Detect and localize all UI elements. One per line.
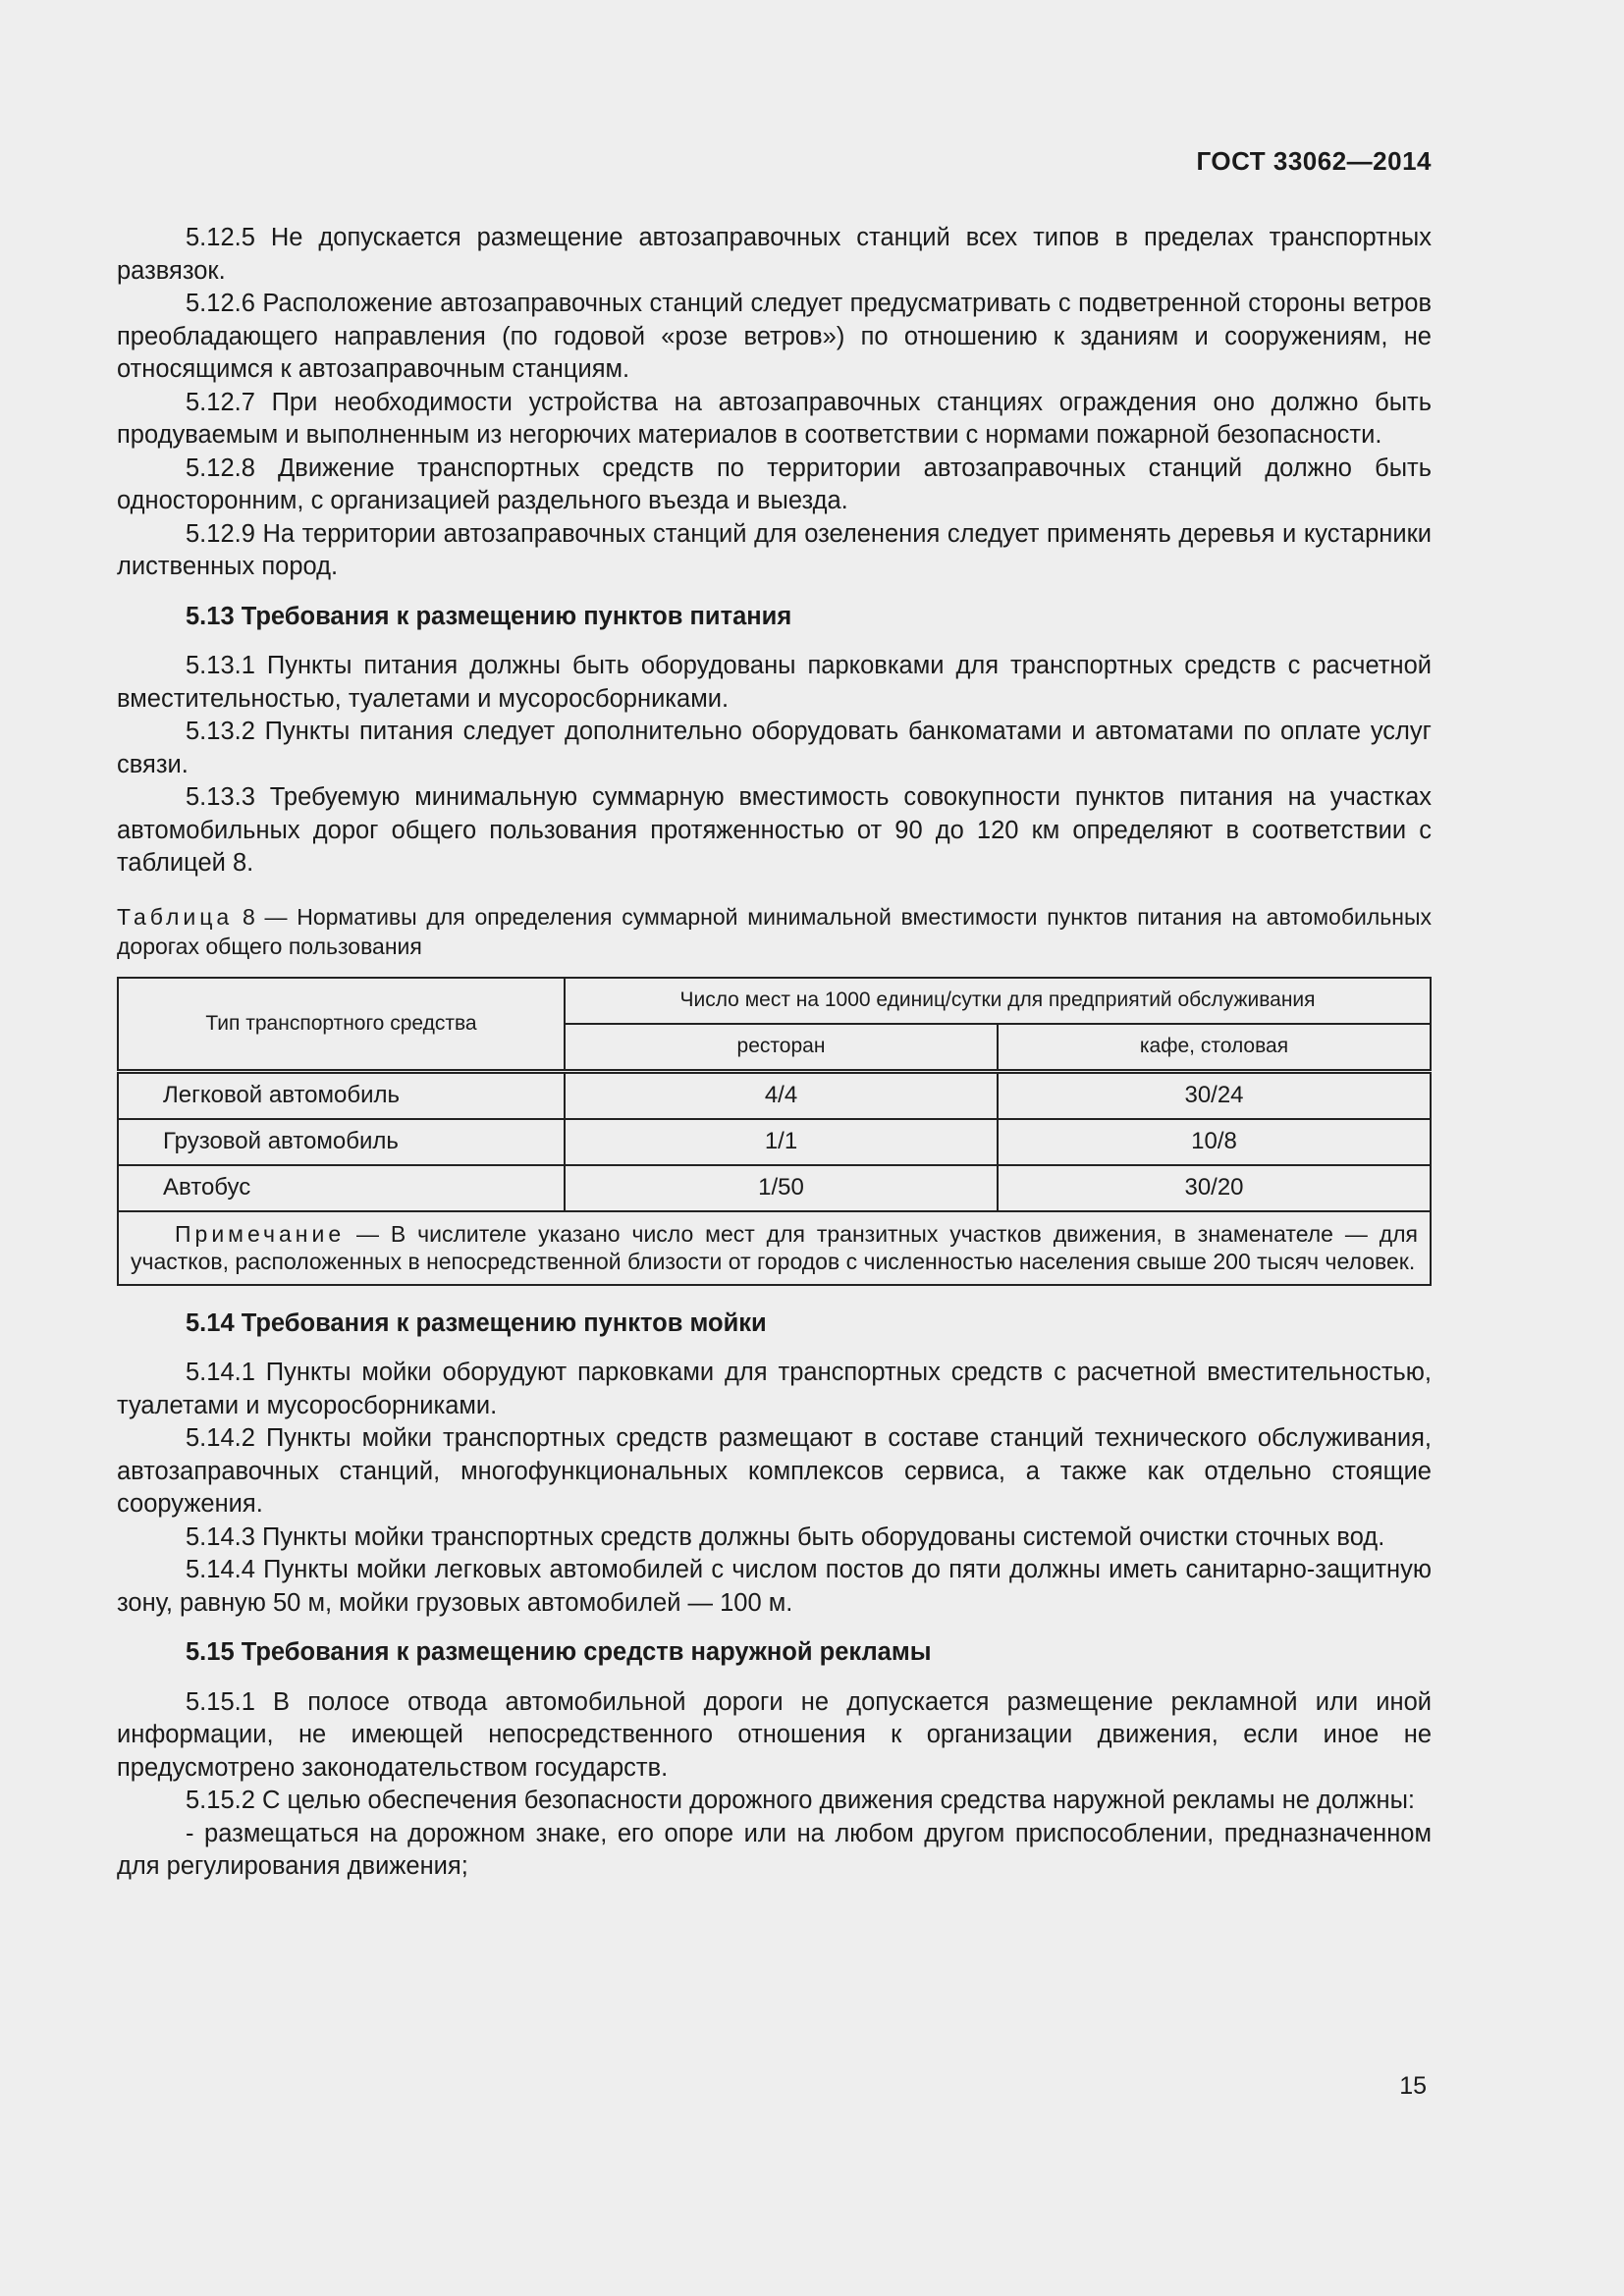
note-text: — В числителе указано число мест для транзитных участков движения, в знаменателе — для участков, расположенных в непосредственной близости от городов с численностью населения свыше 200 тысяч человек.: [131, 1220, 1418, 1274]
table-caption: [117, 902, 1432, 961]
clause-5-15-2-item-1: - размещаться на дорожном знаке, его опоре или на любом другом приспособлении, предназначенном для регулирования движения;: [117, 1819, 1432, 1880]
clause-5-14-2: 5.14.2 Пункты мойки транспортных средств размещают в составе станций технического обслуживания, автозаправочных станций, многофункциональных комплексов сервиса, а также как отдельно стоящие сооружения.: [117, 1424, 1432, 1518]
cell-cafe: 30/20: [998, 1165, 1431, 1211]
note-label: Примечание: [175, 1220, 346, 1247]
clause-5-13-1: 5.13.1 Пункты питания должны быть оборудованы парковками для транспортных средств с расчетной вместительностью, туалетами и мусоросборниками.: [117, 652, 1432, 713]
section-heading-5-14: 5.14 Требования к размещению пунктов мойки: [186, 1308, 767, 1337]
table-8: [117, 977, 1432, 1286]
clause-5-12-9: 5.12.9 На территории автозаправочных станций для озеленения следует применять деревья и кустарники лиственных пород.: [117, 519, 1432, 580]
cell-vehicle-type: Легковой автомобиль: [118, 1071, 565, 1119]
clause-5-14-1: 5.14.1 Пункты мойки оборудуют парковками для транспортных средств с расчетной вместительностью, туалетами и мусоросборниками.: [117, 1359, 1432, 1419]
clause-5-12-7: 5.12.7 При необходимости устройства на автозаправочных станциях ограждения оно должно быть продуваемым и выполненным из негорючих материалов в соответствии с нормами пожарной безопасности.: [117, 388, 1432, 449]
cell-restaurant: 4/4: [565, 1071, 998, 1119]
clause-5-13-3: 5.13.3 Требуемую минимальную суммарную вместимость совокупности пунктов питания на участках автомобильных дорог общего пользования протяженностью от 90 до 120 км определяют в соответствии с таблицей 8.: [117, 783, 1432, 877]
cell-vehicle-type: Автобус: [118, 1165, 565, 1211]
section-heading-5-15: 5.15 Требования к размещению средств наружной рекламы: [186, 1638, 932, 1666]
table-row: [118, 1119, 1431, 1165]
cell-restaurant: 1/50: [565, 1165, 998, 1211]
table-note: [118, 1211, 1431, 1285]
clause-5-13-2: 5.13.2 Пункты питания следует дополнительно оборудовать банкоматами и автоматами по оплате услуг связи.: [117, 718, 1432, 778]
column-header-type: Тип транспортного средства: [118, 978, 565, 1072]
section-heading-5-13: 5.13 Требования к размещению пунктов питания: [186, 602, 792, 630]
clause-5-15-2: 5.15.2 С целью обеспечения безопасности дорожного движения средства наружной рекламы не должны:: [186, 1787, 1415, 1814]
document-body: [117, 222, 1432, 1884]
column-header-group: Число мест на 1000 единиц/сутки для предприятий обслуживания: [565, 978, 1431, 1024]
cell-cafe: 10/8: [998, 1119, 1431, 1165]
column-header-restaurant: ресторан: [565, 1024, 998, 1072]
cell-cafe: 30/24: [998, 1071, 1431, 1119]
table-row: [118, 1071, 1431, 1119]
table-caption-label: Таблица: [117, 903, 234, 930]
clause-5-14-3: 5.14.3 Пункты мойки транспортных средств должны быть оборудованы системой очистки сточных вод.: [186, 1522, 1385, 1551]
column-header-cafe: кафе, столовая: [998, 1024, 1431, 1072]
document-code: ГОСТ 33062—2014: [1196, 146, 1432, 176]
table-caption-text: 8 — Нормативы для определения суммарной минимальной вместимости пунктов питания на автомобильных дорогах общего пользования: [117, 903, 1432, 959]
cell-vehicle-type: Грузовой автомобиль: [118, 1119, 565, 1165]
clause-5-14-4: 5.14.4 Пункты мойки легковых автомобилей с числом постов до пяти должны иметь санитарно-защитную зону, равную 50 м, мойки грузовых автомобилей — 100 м.: [117, 1556, 1432, 1617]
table-row: [118, 1165, 1431, 1211]
clause-5-12-5: 5.12.5 Не допускается размещение автозаправочных станций всех типов в пределах транспортных развязок.: [117, 224, 1432, 285]
clause-5-12-6: 5.12.6 Расположение автозаправочных станций следует предусматривать с подветренной стороны ветров преобладающего направления (по годовой «розе ветров») по отношению к зданиям и сооружениям, не относящимся к автозаправочным станциям.: [117, 290, 1432, 383]
clause-5-12-8: 5.12.8 Движение транспортных средств по территории автозаправочных станций должно быть односторонним, с организацией раздельного въезда и выезда.: [117, 454, 1432, 514]
clause-5-15-1: 5.15.1 В полосе отвода автомобильной дороги не допускается размещение рекламной или иной информации, не имеющей непосредственного отношения к организации движения, если иное не предусмотрено законодательством государств.: [117, 1687, 1432, 1782]
cell-restaurant: 1/1: [565, 1119, 998, 1165]
page-number: 15: [1399, 2072, 1427, 2100]
